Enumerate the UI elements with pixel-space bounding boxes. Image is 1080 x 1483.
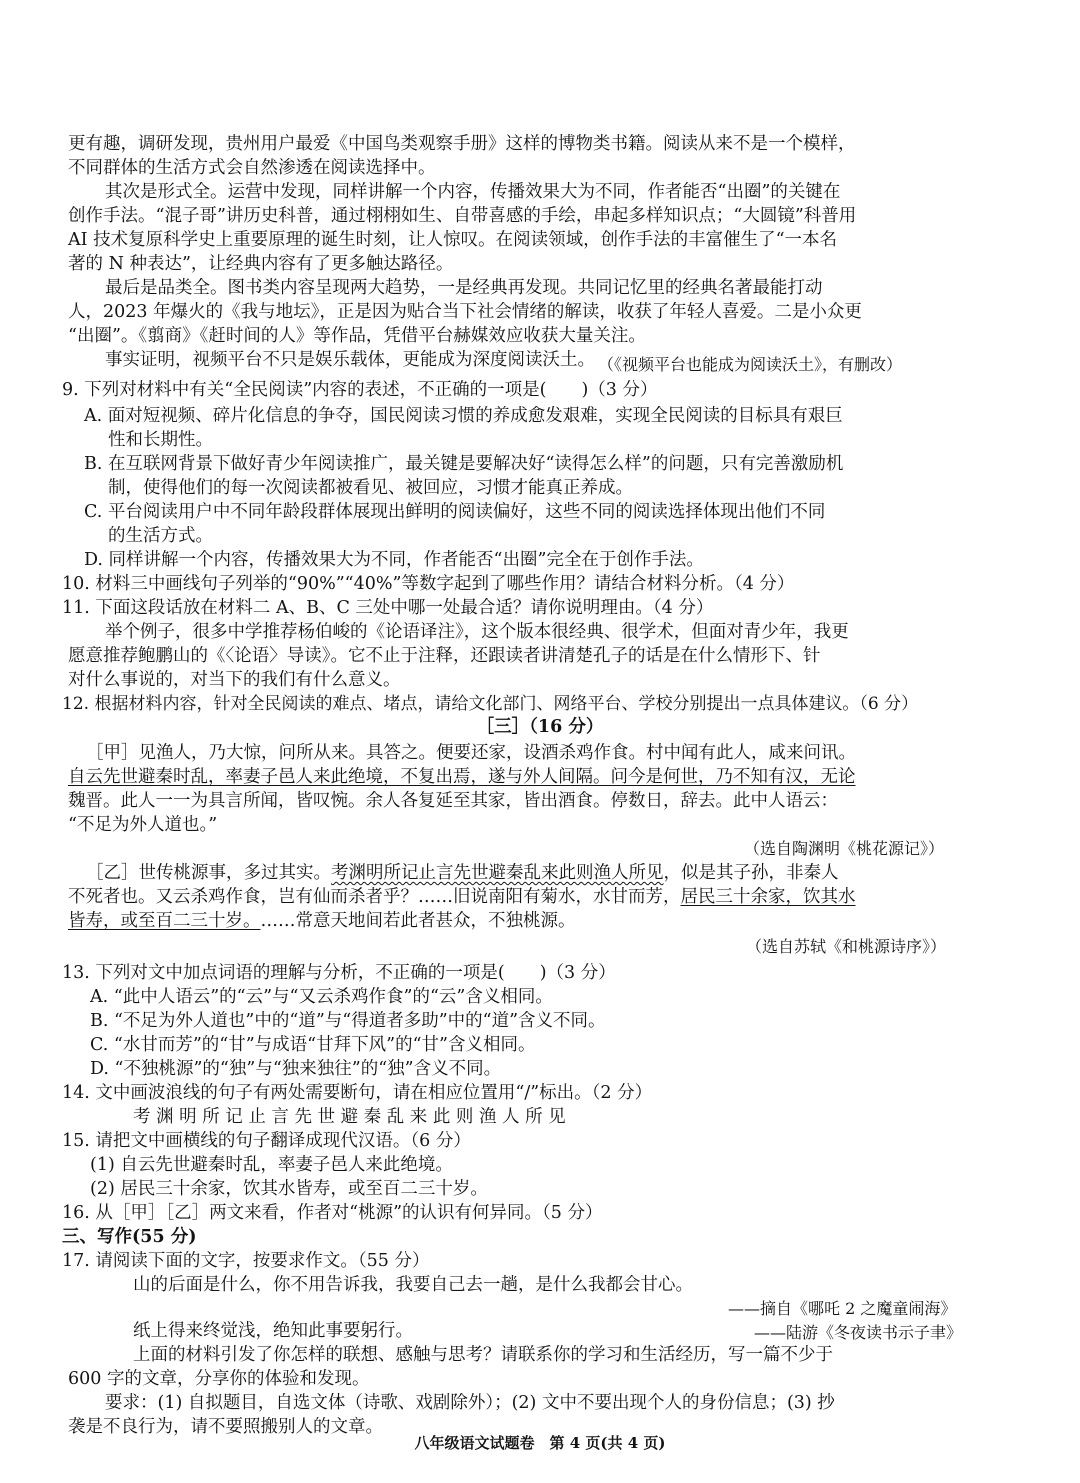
punctuation-exercise: 考 渊 明 所 记 止 言 先 世 避 秦 乱 来 此 则 渔 人 所 见 bbox=[133, 1107, 566, 1127]
source-citation: （选自陶渊明《桃花源记》） bbox=[744, 839, 945, 858]
question-11: 11. 下面这段话放在材料二 A、B、C 三处中哪一处最合适？请你说明理由。（4 分） bbox=[62, 598, 714, 618]
text-line: 上面的材料引发了你怎样的联想、感触与思考？请联系你的学习和生活经历，写一篇不少于 bbox=[133, 1345, 833, 1365]
underlined-sentence: 皆寿，或至百二三十岁。 bbox=[68, 911, 261, 931]
option-c: C. “水甘而芳”的“甘”与成语“甘拜下风”的“甘”含义相同。 bbox=[90, 1035, 536, 1055]
page-footer: 八年级语文试题卷 第 4 页(共 4 页) bbox=[414, 1434, 666, 1452]
source-citation: （选自苏轼《和桃源诗序》） bbox=[746, 937, 947, 956]
text-line: 其次是形式全。运营中发现，同样讲解一个内容，传播效果大为不同，作者能否“出圈”的关键在 bbox=[105, 182, 841, 202]
section-heading: ［三］（16 分） bbox=[476, 717, 604, 737]
question-15: 15. 请把文中画横线的句子翻译成现代汉语。（6 分） bbox=[62, 1131, 471, 1151]
text-line bbox=[68, 886, 856, 908]
question-9: 9. 下列对材料中有关“全民阅读”内容的表述，不正确的一项是( )（3 分） bbox=[62, 380, 658, 400]
text-line: 著的 N 种表达”，让经典内容有了更多触达路径。 bbox=[68, 254, 454, 274]
underlined-sentence: 居民三十余家，饮其水 bbox=[680, 887, 856, 907]
text-line: 对什么事说的，对当下的我们有什么意义。 bbox=[68, 670, 401, 690]
text-line bbox=[86, 862, 839, 884]
text-line: 创作手法。“混子哥”讲历史科普，通过栩栩如生、自带喜感的手绘，串起多样知识点；“大圆镜”科普用 bbox=[68, 206, 857, 226]
option-b: B. “不足为外人道也”中的“道”与“得道者多助”中的“道”含义不同。 bbox=[90, 1011, 606, 1031]
question-13: 13. 下列对文中加点词语的理解与分析，不正确的一项是( )（3 分） bbox=[62, 963, 616, 983]
text-line: 举个例子，很多中学推荐杨伯峻的《论语译注》，这个版本很经典、很学术，但面对青少年，我更 bbox=[105, 622, 849, 642]
source-citation: （《视频平台也能成为阅读沃土》，有删改） bbox=[598, 355, 903, 374]
quote-source: ——摘自《哪吒 2 之魔童闹海》 bbox=[728, 1299, 957, 1318]
passage-text: ……常意天地间若此者甚众，不独桃源。 bbox=[260, 911, 576, 931]
text-line: 600 字的文章，分享你的体验和发现。 bbox=[68, 1369, 370, 1389]
prompt-quote: 纸上得来终觉浅，绝知此事要躬行。 bbox=[133, 1321, 413, 1341]
text-line: 更有趣，调研发现，贵州用户最爱《中国鸟类观察手册》这样的博物类书籍。阅读从来不是一个模样， bbox=[68, 134, 856, 154]
option-b: B. 在互联网背景下做好青少年阅读推广，最关键是要解决好“读得怎么样”的问题，只有完善激励机 bbox=[84, 454, 844, 474]
underlined-sentence: 自云先世避秦时乱，率妻子邑人来此绝境，不复出焉，遂与外人间隔。问今是何世，乃不知有汉，无论 bbox=[68, 767, 856, 787]
text-line: 事实证明，视频平台不只是娱乐载体，更能成为深度阅读沃土。 bbox=[105, 350, 595, 370]
sub-question: (2) 居民三十余家，饮其水皆寿，或至百二三十岁。 bbox=[90, 1179, 488, 1199]
text-line: 愿意推荐鲍鹏山的《〈论语〉导读》。它不止于注释，还跟读者讲清楚孔子的话是在什么情形下、针 bbox=[68, 646, 821, 666]
text-line: 的生活方式。 bbox=[108, 526, 213, 546]
option-d: D. 同样讲解一个内容，传播效果大为不同，作者能否“出圈”完全在于创作手法。 bbox=[84, 550, 704, 570]
prompt-quote: 山的后面是什么，你不用告诉我，我要自己去一趟，是什么我都会甘心。 bbox=[133, 1275, 693, 1295]
question-10: 10. 材料三中画线句子列举的“90%”“40%”等数字起到了哪些作用？请结合材料分析。（4 分） bbox=[62, 574, 795, 594]
option-a: A. “此中人语云”的“云”与“又云杀鸡作食”的“云”含义相同。 bbox=[90, 987, 553, 1007]
text-line: 袭是不良行为，请不要照搬别人的文章。 bbox=[68, 1417, 383, 1437]
question-12: 12. 根据材料内容，针对全民阅读的难点、堵点，请给文化部门、网络平台、学校分别提出一点具体建议。（6 分） bbox=[62, 694, 919, 714]
text-line bbox=[68, 910, 576, 932]
text-line: 不同群体的生活方式会自然渗透在阅读选择中。 bbox=[68, 158, 436, 178]
text-line: 魏晋。此人一一为具言所闻，皆叹惋。余人各复延至其家，皆出酒食。停数日，辞去。此中人语云： bbox=[68, 791, 838, 811]
section-heading: 三、写作(55 分) bbox=[62, 1227, 197, 1247]
text-line: 最后是品类全。图书类内容呈现两大趋势，一是经典再发现。共同记忆里的经典名著最能打动 bbox=[105, 278, 823, 298]
passage-text: ，似是其子孙，非秦人 bbox=[663, 863, 839, 883]
text-line: 性和长期性。 bbox=[108, 430, 213, 450]
text-line: AI 技术复原科学史上重要原理的诞生时刻，让人惊叹。在阅读领域，创作手法的丰富催生了“一本名 bbox=[68, 230, 838, 250]
wavy-sentence: 考渊明所记止言先世避秦乱来此则渔人所见 bbox=[331, 863, 664, 883]
text-line: 制，使得他们的每一次阅读都被看见、被回应，习惯才能真正养成。 bbox=[108, 478, 633, 498]
passage-text: 不死者也。又云杀鸡作食，岂有仙而杀者乎？……旧说南阳有菊水，水甘而芳， bbox=[68, 887, 681, 907]
text-line: ［甲］见渔人，乃大惊，问所从来。具答之。便要还家，设酒杀鸡作食。村中闻有此人，咸来问讯。 bbox=[86, 743, 856, 763]
text-line: “出圈”。《翦商》《赶时间的人》等作品，凭借平台赫媒效应收获大量关注。 bbox=[68, 326, 646, 346]
text-line: “不足为外人道也。” bbox=[68, 815, 218, 835]
question-14: 14. 文中画波浪线的句子有两处需要断句，请在相应位置用“/”标出。（2 分） bbox=[62, 1083, 653, 1103]
sub-question: (1) 自云先世避秦时乱，率妻子邑人来此绝境。 bbox=[90, 1155, 453, 1175]
text-line: 人，2023 年爆火的《我与地坛》，正是因为贴合当下社会情绪的解读，收获了年轻人喜爱。二是小众更 bbox=[68, 302, 862, 322]
option-d: D. “不独桃源”的“独”与“独来独往”的“独”含义不同。 bbox=[90, 1059, 502, 1079]
option-a: A. 面对短视频、碎片化信息的争夺，国民阅读习惯的养成愈发艰难，实现全民阅读的目标具有艰巨 bbox=[84, 406, 843, 426]
passage-text: ［乙］世传桃源事，多过其实。 bbox=[86, 863, 331, 883]
option-c: C. 平台阅读用户中不同年龄段群体展现出鲜明的阅读偏好，这些不同的阅读选择体现出他们不同 bbox=[84, 502, 826, 522]
text-line: 要求：(1) 自拟题目，自选文体（诗歌、戏剧除外）；(2) 文中不要出现个人的身份信息；(3) 抄 bbox=[105, 1393, 835, 1413]
question-16: 16. 从［甲］［乙］两文来看，作者对“桃源”的认识有何异同。（5 分） bbox=[62, 1203, 603, 1223]
quote-source: ——陆游《冬夜读书示子聿》 bbox=[754, 1323, 963, 1342]
question-17: 17. 请阅读下面的文字，按要求作文。（55 分） bbox=[62, 1251, 430, 1271]
